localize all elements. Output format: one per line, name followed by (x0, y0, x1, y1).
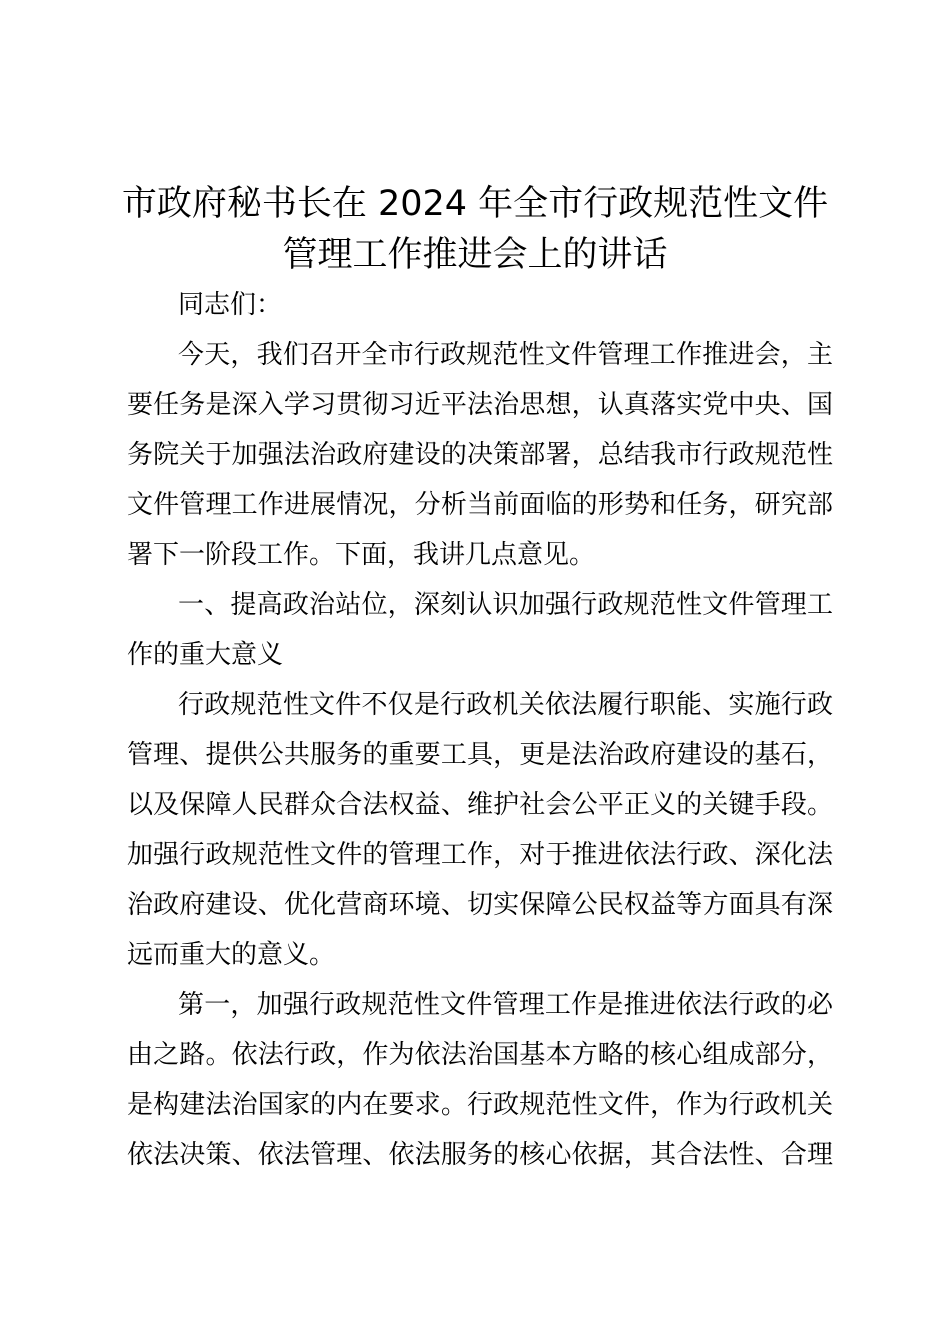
paragraph-line: 由之路。依法行政，作为依法治国基本方略的核心组成部分， (127, 1040, 833, 1070)
paragraph-line: 加强行政规范性文件的管理工作，对于推进依法行政、深化法 (127, 840, 833, 870)
paragraph-line: 管理、提供公共服务的重要工具，更是法治政府建设的基石， (127, 740, 833, 770)
paragraph-line: 远而重大的意义。 (127, 940, 336, 970)
salutation: 同志们： (178, 290, 283, 320)
document-title-line-1: 市政府秘书长在 2024 年全市行政规范性文件 (121, 184, 829, 224)
paragraph-line: 文件管理工作进展情况，分析当前面临的形势和任务，研究部 (127, 490, 833, 520)
paragraph-line: 今天，我们召开全市行政规范性文件管理工作推进会，主 (178, 340, 833, 370)
paragraph-line: 依法决策、依法管理、依法服务的核心依据，其合法性、合理 (127, 1140, 833, 1170)
section-heading-line: 一、提高政治站位，深刻认识加强行政规范性文件管理工 (178, 590, 833, 620)
paragraph-line: 要任务是深入学习贯彻习近平法治思想，认真落实党中央、国 (127, 390, 833, 420)
paragraph-line: 行政规范性文件不仅是行政机关依法履行职能、实施行政 (178, 690, 833, 720)
paragraph-line: 以及保障人民群众合法权益、维护社会公平正义的关键手段。 (127, 790, 833, 820)
paragraph-line: 第一，加强行政规范性文件管理工作是推进依法行政的必 (178, 990, 833, 1020)
section-heading-line: 作的重大意义 (127, 640, 284, 670)
document-title-line-2: 管理工作推进会上的讲话 (282, 235, 668, 275)
paragraph-line: 署下一阶段工作。下面，我讲几点意见。 (127, 540, 596, 570)
paragraph-line: 治政府建设、优化营商环境、切实保障公民权益等方面具有深 (127, 890, 833, 920)
paragraph-line: 务院关于加强法治政府建设的决策部署，总结我市行政规范性 (127, 440, 833, 470)
paragraph-line: 是构建法治国家的内在要求。行政规范性文件，作为行政机关 (127, 1090, 833, 1120)
